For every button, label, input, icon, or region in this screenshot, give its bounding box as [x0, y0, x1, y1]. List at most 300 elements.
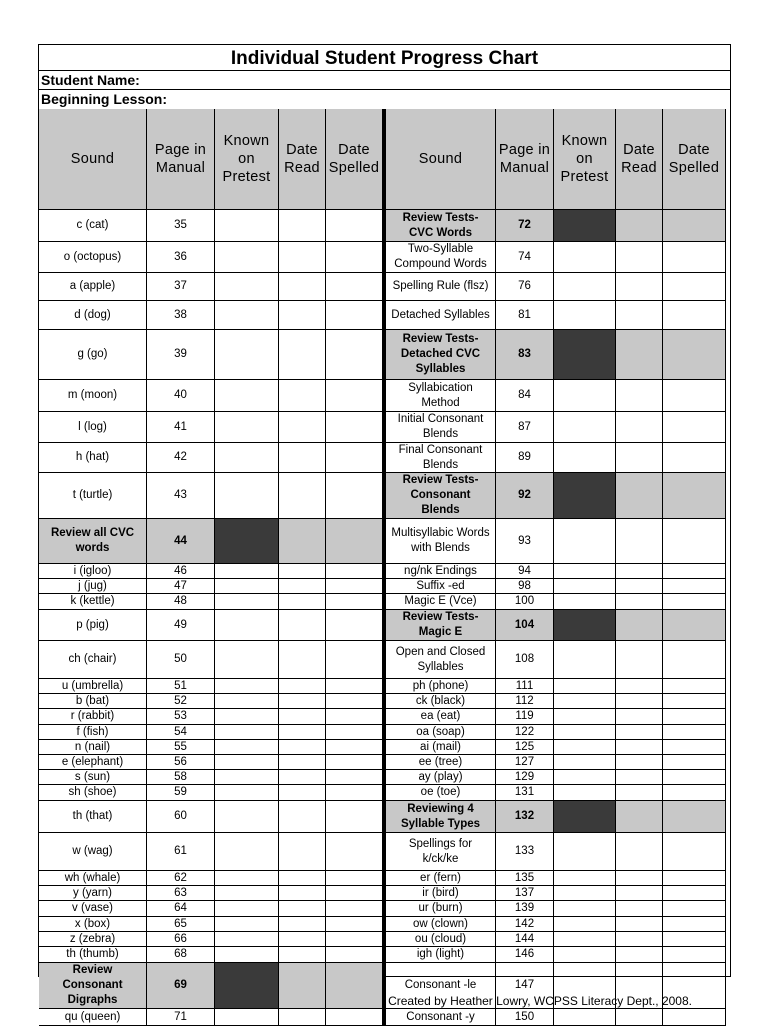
- page-cell-left: 35: [147, 210, 215, 242]
- date-read-cell-left[interactable]: [279, 380, 326, 412]
- sound-cell-left: e (elephant): [39, 755, 147, 770]
- page-cell-right: 147: [496, 963, 554, 1009]
- date-spelled-cell-right[interactable]: [663, 917, 726, 932]
- date-spelled-cell-left[interactable]: [326, 709, 385, 725]
- page-cell-right: 111: [496, 679, 554, 694]
- date-spelled-cell-right[interactable]: [663, 473, 726, 519]
- known-cell-left[interactable]: [215, 1009, 279, 1026]
- page-cell-right: 72: [496, 210, 554, 242]
- page-cell-right: 137: [496, 886, 554, 901]
- page-cell-left: 64: [147, 901, 215, 917]
- date-read-cell-right[interactable]: [616, 947, 663, 963]
- known-cell-left[interactable]: [215, 770, 279, 785]
- date-spelled-cell-left[interactable]: [326, 785, 385, 801]
- date-read-cell-left[interactable]: [279, 947, 326, 963]
- date-read-cell-left[interactable]: [279, 301, 326, 330]
- date-spelled-cell-left[interactable]: [326, 564, 385, 579]
- date-read-cell-left[interactable]: [279, 273, 326, 301]
- date-spelled-cell-left[interactable]: [326, 594, 385, 610]
- known-cell-right[interactable]: [554, 886, 616, 901]
- known-cell-left[interactable]: [215, 380, 279, 412]
- date-spelled-cell-left[interactable]: [326, 886, 385, 901]
- page-cell-right: 146: [496, 947, 554, 963]
- known-cell-right[interactable]: [554, 641, 616, 679]
- date-read-cell-right[interactable]: [616, 886, 663, 901]
- sound-cell-left: th (that): [39, 801, 147, 833]
- date-read-cell-left[interactable]: [279, 901, 326, 917]
- known-cell-left[interactable]: [215, 641, 279, 679]
- date-spelled-cell-right[interactable]: [663, 740, 726, 755]
- date-spelled-cell-left[interactable]: [326, 871, 385, 886]
- sound-cell-right: Multisyllabic Words with Blends: [385, 519, 496, 564]
- header-known-on-pretest-right: Known on Pretest: [554, 109, 616, 210]
- date-read-cell-left[interactable]: [279, 740, 326, 755]
- page-cell-left: 52: [147, 694, 215, 709]
- known-cell-left[interactable]: [215, 932, 279, 947]
- date-spelled-cell-right[interactable]: [663, 443, 726, 473]
- known-cell-right[interactable]: [554, 932, 616, 947]
- date-spelled-cell-right[interactable]: [663, 770, 726, 785]
- date-read-cell-right[interactable]: [616, 210, 663, 242]
- sound-cell-left: b (bat): [39, 694, 147, 709]
- known-cell-left[interactable]: [215, 740, 279, 755]
- page-cell-right: 76: [496, 273, 554, 301]
- known-cell-left[interactable]: [215, 473, 279, 519]
- beginning-lesson-label: Beginning Lesson:: [41, 91, 167, 107]
- date-spelled-cell-left[interactable]: [326, 947, 385, 963]
- known-cell-right[interactable]: [554, 871, 616, 886]
- date-spelled-cell-left[interactable]: [326, 473, 385, 519]
- page-cell-right: 132: [496, 801, 554, 833]
- date-read-cell-right[interactable]: [616, 579, 663, 594]
- date-spelled-cell-left[interactable]: [326, 579, 385, 594]
- sound-cell-left: k (kettle): [39, 594, 147, 610]
- date-read-cell-right[interactable]: [616, 871, 663, 886]
- date-spelled-cell-right[interactable]: [663, 725, 726, 740]
- date-spelled-cell-left[interactable]: [326, 273, 385, 301]
- page-cell-left: 38: [147, 301, 215, 330]
- date-spelled-cell-right[interactable]: [663, 871, 726, 886]
- sound-cell-left: d (dog): [39, 301, 147, 330]
- sound-cell-left: z (zebra): [39, 932, 147, 947]
- known-cell-left[interactable]: [215, 871, 279, 886]
- known-cell-right[interactable]: [554, 473, 616, 519]
- date-spelled-cell-right[interactable]: [663, 564, 726, 579]
- date-read-cell-left[interactable]: [279, 443, 326, 473]
- date-read-cell-right[interactable]: [616, 709, 663, 725]
- page-cell-right: 131: [496, 785, 554, 801]
- date-spelled-cell-right[interactable]: [663, 901, 726, 917]
- date-read-cell-right[interactable]: [616, 770, 663, 785]
- date-read-cell-left[interactable]: [279, 755, 326, 770]
- date-read-cell-right[interactable]: [616, 694, 663, 709]
- date-read-cell-left[interactable]: [279, 210, 326, 242]
- sound-cell-left: s (sun): [39, 770, 147, 785]
- date-spelled-cell-left[interactable]: [326, 801, 385, 833]
- page-cell-right: 133: [496, 833, 554, 871]
- known-cell-left[interactable]: [215, 679, 279, 694]
- date-read-cell-right[interactable]: [616, 443, 663, 473]
- date-read-cell-left[interactable]: [279, 679, 326, 694]
- page-cell-left: 53: [147, 709, 215, 725]
- known-cell-right[interactable]: [554, 709, 616, 725]
- page-cell-left: 36: [147, 242, 215, 273]
- known-cell-right[interactable]: [554, 947, 616, 963]
- known-cell-right[interactable]: [554, 901, 616, 917]
- date-spelled-cell-right[interactable]: [663, 330, 726, 380]
- date-spelled-cell-right[interactable]: [663, 242, 726, 273]
- sound-cell-left: m (moon): [39, 380, 147, 412]
- header-sound-right: Sound: [385, 109, 496, 210]
- sound-cell-right: igh (light): [385, 947, 496, 963]
- known-cell-right[interactable]: [554, 594, 616, 610]
- date-read-cell-left[interactable]: [279, 917, 326, 932]
- date-read-cell-left[interactable]: [279, 330, 326, 380]
- date-read-cell-right[interactable]: [616, 380, 663, 412]
- page-cell-right: 135: [496, 871, 554, 886]
- date-read-cell-right[interactable]: [616, 473, 663, 519]
- known-cell-left[interactable]: [215, 709, 279, 725]
- header-page-in-manual-left: Page in Manual: [147, 109, 215, 210]
- date-read-cell-left[interactable]: [279, 785, 326, 801]
- header-date-read-right: Date Read: [616, 109, 663, 210]
- date-read-cell-left[interactable]: [279, 594, 326, 610]
- date-read-cell-right[interactable]: [616, 641, 663, 679]
- date-read-cell-right[interactable]: [616, 785, 663, 801]
- date-spelled-cell-right[interactable]: [663, 594, 726, 610]
- date-read-cell-left[interactable]: [279, 473, 326, 519]
- date-read-cell-left[interactable]: [279, 694, 326, 709]
- date-read-cell-right[interactable]: [616, 901, 663, 917]
- date-read-cell-right[interactable]: [616, 725, 663, 740]
- date-spelled-cell-right[interactable]: [663, 301, 726, 330]
- page-cell-left: 49: [147, 610, 215, 641]
- page-cell-right: 83: [496, 330, 554, 380]
- known-cell-left[interactable]: [215, 210, 279, 242]
- page-cell-left: 65: [147, 917, 215, 932]
- date-read-cell-left[interactable]: [279, 519, 326, 564]
- date-read-cell-right[interactable]: [616, 273, 663, 301]
- date-spelled-cell-right[interactable]: [663, 380, 726, 412]
- date-spelled-cell-left[interactable]: [326, 740, 385, 755]
- date-read-cell-right[interactable]: [616, 610, 663, 641]
- page-cell-left: 63: [147, 886, 215, 901]
- date-read-cell-right[interactable]: [616, 740, 663, 755]
- date-read-cell-right[interactable]: [616, 412, 663, 443]
- known-cell-left[interactable]: [215, 519, 279, 564]
- page-cell-left: 69: [147, 963, 215, 1009]
- known-cell-right[interactable]: [554, 242, 616, 273]
- sound-cell-left: sh (shoe): [39, 785, 147, 801]
- known-cell-left[interactable]: [215, 901, 279, 917]
- date-read-cell-left[interactable]: [279, 770, 326, 785]
- known-cell-left[interactable]: [215, 725, 279, 740]
- date-read-cell-right[interactable]: [616, 564, 663, 579]
- page-cell-right: 139: [496, 901, 554, 917]
- sound-cell-left: y (yarn): [39, 886, 147, 901]
- date-spelled-cell-right[interactable]: [663, 755, 726, 770]
- known-cell-left[interactable]: [215, 301, 279, 330]
- known-cell-right[interactable]: [554, 694, 616, 709]
- sound-cell-right: ow (clown): [385, 917, 496, 932]
- known-cell-right[interactable]: [554, 210, 616, 242]
- sound-cell-left: o (octopus): [39, 242, 147, 273]
- date-spelled-cell-left[interactable]: [326, 725, 385, 740]
- date-spelled-cell-right[interactable]: [663, 709, 726, 725]
- page-cell-right: 93: [496, 519, 554, 564]
- sound-cell-right: Review Tests- Consonant Blends: [385, 473, 496, 519]
- date-read-cell-left[interactable]: [279, 709, 326, 725]
- known-cell-left[interactable]: [215, 594, 279, 610]
- sound-cell-left: j (jug): [39, 579, 147, 594]
- known-cell-right[interactable]: [554, 801, 616, 833]
- date-read-cell-right[interactable]: [616, 330, 663, 380]
- date-spelled-cell-left[interactable]: [326, 301, 385, 330]
- sound-cell-right: Open and Closed Syllables: [385, 641, 496, 679]
- sound-cell-left: th (thumb): [39, 947, 147, 963]
- date-spelled-cell-right[interactable]: [663, 694, 726, 709]
- known-cell-left[interactable]: [215, 917, 279, 932]
- date-read-cell-right[interactable]: [616, 301, 663, 330]
- date-read-cell-left[interactable]: [279, 833, 326, 871]
- page-cell-right: 119: [496, 709, 554, 725]
- date-read-cell-left[interactable]: [279, 725, 326, 740]
- known-cell-left[interactable]: [215, 273, 279, 301]
- known-cell-right[interactable]: [554, 725, 616, 740]
- date-spelled-cell-left[interactable]: [326, 901, 385, 917]
- date-spelled-cell-left[interactable]: [326, 755, 385, 770]
- sound-cell-left: t (turtle): [39, 473, 147, 519]
- known-cell-left[interactable]: [215, 443, 279, 473]
- sound-cell-left: c (cat): [39, 210, 147, 242]
- date-spelled-cell-left[interactable]: [326, 519, 385, 564]
- known-cell-left[interactable]: [215, 947, 279, 963]
- sound-cell-right: er (fern): [385, 871, 496, 886]
- date-spelled-cell-right[interactable]: [663, 610, 726, 641]
- sound-cell-right: ng/nk Endings: [385, 564, 496, 579]
- date-read-cell-left[interactable]: [279, 641, 326, 679]
- title-row: [39, 45, 730, 71]
- known-cell-left[interactable]: [215, 330, 279, 380]
- date-spelled-cell-right[interactable]: [663, 273, 726, 301]
- date-spelled-cell-left[interactable]: [326, 770, 385, 785]
- date-spelled-cell-right[interactable]: [663, 1009, 726, 1026]
- page-cell-right: 129: [496, 770, 554, 785]
- page-cell-right: 127: [496, 755, 554, 770]
- date-spelled-cell-left[interactable]: [326, 380, 385, 412]
- date-read-cell-right[interactable]: [616, 594, 663, 610]
- sound-cell-right: Consonant -y: [385, 1009, 496, 1026]
- date-spelled-cell-right[interactable]: [663, 886, 726, 901]
- known-cell-left[interactable]: [215, 610, 279, 641]
- sound-cell-left: r (rabbit): [39, 709, 147, 725]
- header-page-in-manual-right: Page in Manual: [496, 109, 554, 210]
- page-cell-right: 74: [496, 242, 554, 273]
- date-read-cell-left[interactable]: [279, 242, 326, 273]
- date-read-cell-right[interactable]: [616, 932, 663, 947]
- date-read-cell-left[interactable]: [279, 871, 326, 886]
- date-read-cell-right[interactable]: [616, 1009, 663, 1026]
- date-spelled-cell-left[interactable]: [326, 242, 385, 273]
- header-known-on-pretest-left: Known on Pretest: [215, 109, 279, 210]
- page-cell-right: 84: [496, 380, 554, 412]
- date-spelled-cell-left[interactable]: [326, 641, 385, 679]
- date-spelled-cell-right[interactable]: [663, 932, 726, 947]
- sound-cell-right: oa (soap): [385, 725, 496, 740]
- known-cell-right[interactable]: [554, 443, 616, 473]
- sound-cell-left: w (wag): [39, 833, 147, 871]
- page-cell-right: 92: [496, 473, 554, 519]
- sound-cell-right: oe (toe): [385, 785, 496, 801]
- page-cell-right: 112: [496, 694, 554, 709]
- known-cell-right[interactable]: [554, 519, 616, 564]
- known-cell-right[interactable]: [554, 273, 616, 301]
- known-cell-right[interactable]: [554, 679, 616, 694]
- sound-cell-left: x (box): [39, 917, 147, 932]
- page-cell-left: 40: [147, 380, 215, 412]
- page-cell-right: 125: [496, 740, 554, 755]
- sound-cell-left: n (nail): [39, 740, 147, 755]
- date-read-cell-right[interactable]: [616, 679, 663, 694]
- date-spelled-cell-left[interactable]: [326, 610, 385, 641]
- date-read-cell-right[interactable]: [616, 519, 663, 564]
- sound-cell-right: Reviewing 4 Syllable Types: [385, 801, 496, 833]
- header-date-spelled-right: Date Spelled: [663, 109, 726, 210]
- beginning-lesson-row: [39, 90, 730, 110]
- date-spelled-cell-right[interactable]: [663, 412, 726, 443]
- page-title: Individual Student Progress Chart: [230, 48, 539, 69]
- sound-cell-right: ir (bird): [385, 886, 496, 901]
- date-spelled-cell-left[interactable]: [326, 210, 385, 242]
- footer-credit: Created by Heather Lowry, WCPSS Literacy Dept., 2008.: [388, 994, 692, 1008]
- date-read-cell-left[interactable]: [279, 801, 326, 833]
- sound-cell-right: ay (play): [385, 770, 496, 785]
- date-read-cell-left[interactable]: [279, 564, 326, 579]
- date-spelled-cell-left[interactable]: [326, 330, 385, 380]
- known-cell-left[interactable]: [215, 833, 279, 871]
- known-cell-right[interactable]: [554, 330, 616, 380]
- date-spelled-cell-left[interactable]: [326, 443, 385, 473]
- sound-cell-left: v (vase): [39, 901, 147, 917]
- known-cell-left[interactable]: [215, 801, 279, 833]
- known-cell-right[interactable]: [554, 579, 616, 594]
- page-cell-left: 56: [147, 755, 215, 770]
- page-cell-right: 98: [496, 579, 554, 594]
- date-spelled-cell-right[interactable]: [663, 519, 726, 564]
- sound-cell-left: ch (chair): [39, 641, 147, 679]
- known-cell-right[interactable]: [554, 301, 616, 330]
- page-cell-left: 39: [147, 330, 215, 380]
- date-spelled-cell-right[interactable]: [663, 579, 726, 594]
- sound-cell-right: Final Consonant Blends: [385, 443, 496, 473]
- page-cell-right: 142: [496, 917, 554, 932]
- known-cell-left[interactable]: [215, 755, 279, 770]
- page-cell-right: 122: [496, 725, 554, 740]
- sound-cell-right: ou (cloud): [385, 932, 496, 947]
- date-spelled-cell-left[interactable]: [326, 412, 385, 443]
- sound-cell-right: Initial Consonant Blends: [385, 412, 496, 443]
- page-cell-right: 150: [496, 1009, 554, 1026]
- page-cell-left: 66: [147, 932, 215, 947]
- sound-cell-right: Spelling Rule (flsz): [385, 273, 496, 301]
- known-cell-left[interactable]: [215, 242, 279, 273]
- page-cell-left: 43: [147, 473, 215, 519]
- date-read-cell-right[interactable]: [616, 755, 663, 770]
- date-spelled-cell-left[interactable]: [326, 917, 385, 932]
- sound-cell-left: i (igloo): [39, 564, 147, 579]
- known-cell-left[interactable]: [215, 579, 279, 594]
- sound-cell-left: a (apple): [39, 273, 147, 301]
- date-spelled-cell-right[interactable]: [663, 210, 726, 242]
- known-cell-right[interactable]: [554, 755, 616, 770]
- known-cell-right[interactable]: [554, 564, 616, 579]
- date-read-cell-left[interactable]: [279, 886, 326, 901]
- known-cell-right[interactable]: [554, 770, 616, 785]
- date-read-cell-right[interactable]: [616, 833, 663, 871]
- date-read-cell-left[interactable]: [279, 932, 326, 947]
- page-cell-right: 144: [496, 932, 554, 947]
- sound-cell-right: Suffix -ed: [385, 579, 496, 594]
- page-cell-left: 61: [147, 833, 215, 871]
- date-spelled-cell-right[interactable]: [663, 833, 726, 871]
- known-cell-right[interactable]: [554, 833, 616, 871]
- known-cell-right[interactable]: [554, 610, 616, 641]
- date-read-cell-left[interactable]: [279, 412, 326, 443]
- page-cell-left: 44: [147, 519, 215, 564]
- date-read-cell-left[interactable]: [279, 1009, 326, 1026]
- known-cell-left[interactable]: [215, 785, 279, 801]
- sound-cell-right: ur (burn): [385, 901, 496, 917]
- sound-cell-left: h (hat): [39, 443, 147, 473]
- date-read-cell-right[interactable]: [616, 242, 663, 273]
- known-cell-left[interactable]: [215, 412, 279, 443]
- date-spelled-cell-left[interactable]: [326, 694, 385, 709]
- sound-cell-right: ea (eat): [385, 709, 496, 725]
- date-spelled-cell-left[interactable]: [326, 1009, 385, 1026]
- date-spelled-cell-right[interactable]: [663, 641, 726, 679]
- known-cell-right[interactable]: [554, 785, 616, 801]
- known-cell-right[interactable]: [554, 740, 616, 755]
- known-cell-right[interactable]: [554, 1009, 616, 1026]
- page-cell-left: 37: [147, 273, 215, 301]
- date-read-cell-left[interactable]: [279, 610, 326, 641]
- sound-cell-left: p (pig): [39, 610, 147, 641]
- sound-cell-left: wh (whale): [39, 871, 147, 886]
- header-date-read-left: Date Read: [279, 109, 326, 210]
- date-spelled-cell-right[interactable]: [663, 947, 726, 963]
- date-spelled-cell-left[interactable]: [326, 932, 385, 947]
- known-cell-right[interactable]: [554, 380, 616, 412]
- known-cell-left[interactable]: [215, 564, 279, 579]
- date-read-cell-left[interactable]: [279, 579, 326, 594]
- page-cell-left: 46: [147, 564, 215, 579]
- known-cell-right[interactable]: [554, 412, 616, 443]
- date-spelled-cell-right[interactable]: [663, 785, 726, 801]
- known-cell-left[interactable]: [215, 694, 279, 709]
- date-read-cell-right[interactable]: [616, 801, 663, 833]
- date-read-cell-right[interactable]: [616, 917, 663, 932]
- sound-cell-right: ai (mail): [385, 740, 496, 755]
- page-cell-right: 94: [496, 564, 554, 579]
- date-spelled-cell-right[interactable]: [663, 679, 726, 694]
- known-cell-right[interactable]: [554, 917, 616, 932]
- date-spelled-cell-right[interactable]: [663, 801, 726, 833]
- date-spelled-cell-left[interactable]: [326, 679, 385, 694]
- known-cell-left[interactable]: [215, 886, 279, 901]
- sound-cell-right: Review Tests- Detached CVC Syllables: [385, 330, 496, 380]
- page-cell-left: 48: [147, 594, 215, 610]
- date-spelled-cell-left[interactable]: [326, 833, 385, 871]
